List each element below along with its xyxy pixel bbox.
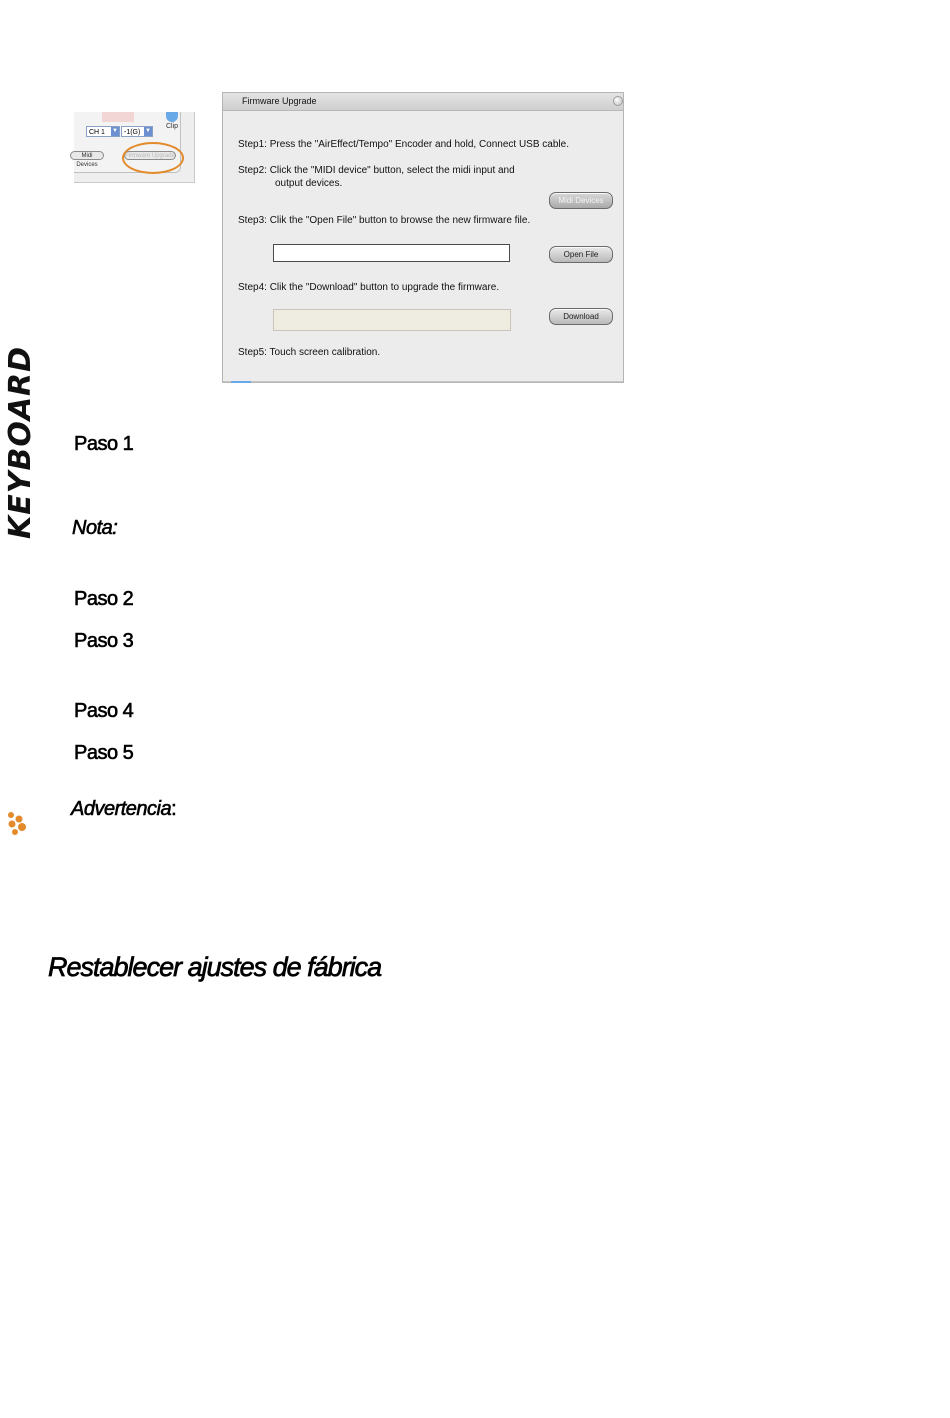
channel-select[interactable] (86, 126, 120, 137)
logo-dots-icon (6, 810, 36, 840)
nota-label: Nota: (72, 517, 118, 539)
dialog-titlebar (223, 93, 623, 111)
paso-2-label: Paso 2 (74, 588, 134, 610)
advertencia-word: Advertencia (71, 798, 172, 820)
step2-text-continued: output devices. (275, 178, 343, 189)
paso-1-label: Paso 1 (74, 433, 134, 455)
paso-5-label: Paso 5 (74, 742, 134, 764)
side-logo (0, 265, 40, 585)
paso-4-label: Paso 4 (74, 700, 134, 722)
close-icon[interactable] (613, 96, 623, 106)
clip-button[interactable] (166, 112, 178, 122)
download-progress-field (273, 309, 511, 331)
step4-text: Step4: Clik the "Download" button to upgrade the firmware. (238, 282, 500, 293)
midi-devices-button[interactable]: Midi Devices (549, 192, 613, 209)
step2-text: Step2: Click the "MIDI device" button, select the midi input and (238, 165, 515, 176)
chevron-down-icon: ▼ (145, 128, 151, 134)
step5-text: Step5: Touch screen calibration. (238, 347, 381, 358)
step3-text: Step3: Clik the "Open File" button to browse the new firmware file. (238, 215, 531, 226)
transpose-select-value: -1(G) (124, 129, 141, 136)
panel-thumbnail (74, 112, 195, 183)
scrollbar-indicator (231, 381, 251, 383)
download-button[interactable]: Download (549, 308, 613, 325)
chevron-down-icon: ▼ (112, 128, 118, 134)
transpose-select[interactable] (121, 126, 153, 137)
firmware-upgrade-button-thumb[interactable]: Firmware Upgrade (125, 153, 175, 159)
highlight-circle (122, 142, 184, 174)
advertencia-label (71, 798, 176, 821)
open-file-button[interactable]: Open File (549, 246, 613, 263)
channel-select-value: CH 1 (89, 129, 105, 136)
file-path-field[interactable] (273, 244, 510, 262)
midi-devices-button-thumb[interactable]: Midi Devices (70, 151, 104, 160)
paso-3-label: Paso 3 (74, 630, 134, 652)
step1-text: Step1: Press the "AirEffect/Tempo" Encoder and hold, Connect USB cable. (238, 139, 569, 150)
advertencia-colon: : (171, 798, 177, 820)
section-heading: Restablecer ajustes de fábrica (48, 952, 382, 982)
logo-wordmark: KEYBOARD (3, 345, 38, 539)
dialog-title: Firmware Upgrade (242, 96, 317, 106)
firmware-upgrade-dialog (222, 92, 624, 383)
clip-label: Clip (166, 123, 179, 130)
